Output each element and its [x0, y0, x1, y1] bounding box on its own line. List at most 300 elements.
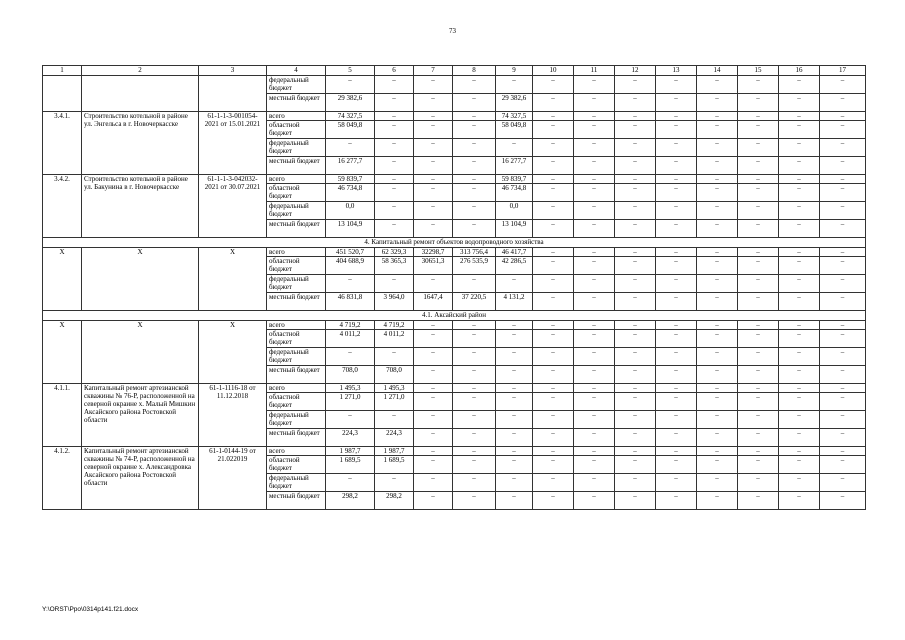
value-cell: – — [453, 447, 496, 456]
value-cell: – — [779, 293, 820, 311]
budget-type: всего — [267, 175, 326, 184]
value-cell: – — [615, 366, 656, 384]
value-cell: – — [738, 492, 779, 510]
value-cell: 4 131,2 — [496, 293, 533, 311]
value-cell: – — [738, 348, 779, 366]
value-cell: – — [375, 157, 414, 175]
value-cell: – — [414, 202, 453, 220]
value-cell: – — [414, 429, 453, 447]
value-cell: – — [615, 248, 656, 257]
value-cell: – — [656, 447, 697, 456]
column-header: 7 — [414, 66, 453, 76]
value-cell: – — [656, 248, 697, 257]
value-cell: 224,3 — [375, 429, 414, 447]
budget-type: областной бюджет — [267, 257, 326, 275]
value-cell: – — [615, 293, 656, 311]
value-cell: – — [533, 447, 574, 456]
budget-type: всего — [267, 321, 326, 330]
value-cell: – — [656, 366, 697, 384]
value-cell: – — [820, 348, 866, 366]
value-cell: 224,3 — [326, 429, 375, 447]
value-cell: – — [326, 474, 375, 492]
value-cell: – — [574, 202, 615, 220]
value-cell: – — [697, 275, 738, 293]
value-cell: – — [697, 202, 738, 220]
value-cell: 1 689,5 — [326, 456, 375, 474]
value-cell: 1 271,0 — [375, 393, 414, 411]
budget-type: федеральный бюджет — [267, 348, 326, 366]
item-name: X — [82, 248, 199, 311]
value-cell: – — [656, 492, 697, 510]
value-cell: – — [615, 202, 656, 220]
value-cell: – — [414, 220, 453, 238]
value-cell: – — [738, 393, 779, 411]
value-cell: – — [820, 157, 866, 175]
value-cell: – — [738, 474, 779, 492]
value-cell: 37 220,5 — [453, 293, 496, 311]
value-cell: 276 535,9 — [453, 257, 496, 275]
value-cell: – — [326, 76, 375, 94]
value-cell: – — [697, 139, 738, 157]
budget-type: областной бюджет — [267, 121, 326, 139]
value-cell: – — [453, 393, 496, 411]
column-header: 16 — [779, 66, 820, 76]
value-cell: 313 756,4 — [453, 248, 496, 257]
value-cell: – — [414, 94, 453, 112]
value-cell: – — [738, 293, 779, 311]
budget-type: областной бюджет — [267, 393, 326, 411]
value-cell: 1 987,7 — [375, 447, 414, 456]
value-cell: – — [496, 139, 533, 157]
item-number — [43, 76, 82, 112]
value-cell: – — [453, 76, 496, 94]
value-cell: – — [779, 121, 820, 139]
table-row — [43, 447, 866, 456]
item-code — [199, 76, 267, 112]
value-cell: – — [656, 321, 697, 330]
column-header: 11 — [574, 66, 615, 76]
value-cell: – — [779, 76, 820, 94]
value-cell: – — [375, 175, 414, 184]
value-cell: – — [738, 366, 779, 384]
value-cell: – — [697, 157, 738, 175]
value-cell: – — [453, 411, 496, 429]
value-cell: – — [779, 456, 820, 474]
item-number: 3.4.1. — [43, 112, 82, 175]
value-cell: – — [375, 94, 414, 112]
section-title: 4. Капитальный ремонт объектов водопроводного хозяйства — [43, 238, 866, 248]
budget-type: федеральный бюджет — [267, 275, 326, 293]
value-cell: – — [496, 411, 533, 429]
value-cell: – — [820, 275, 866, 293]
value-cell: – — [533, 121, 574, 139]
value-cell: 708,0 — [326, 366, 375, 384]
value-cell: – — [820, 330, 866, 348]
value-cell: – — [414, 112, 453, 121]
value-cell: – — [453, 139, 496, 157]
value-cell: – — [656, 139, 697, 157]
value-cell: – — [414, 384, 453, 393]
value-cell: – — [615, 257, 656, 275]
value-cell: – — [615, 121, 656, 139]
value-cell: 4 719,2 — [375, 321, 414, 330]
value-cell: – — [574, 447, 615, 456]
value-cell: – — [414, 447, 453, 456]
value-cell: – — [533, 175, 574, 184]
item-number: X — [43, 321, 82, 384]
value-cell: – — [414, 330, 453, 348]
value-cell: – — [615, 94, 656, 112]
value-cell: – — [656, 348, 697, 366]
column-header: 4 — [267, 66, 326, 76]
value-cell: – — [738, 157, 779, 175]
value-cell: – — [453, 321, 496, 330]
value-cell: – — [453, 330, 496, 348]
value-cell: – — [779, 366, 820, 384]
value-cell: – — [496, 393, 533, 411]
value-cell: – — [375, 202, 414, 220]
value-cell: – — [820, 384, 866, 393]
value-cell: – — [820, 139, 866, 157]
table-row — [43, 76, 866, 94]
value-cell: – — [779, 112, 820, 121]
value-cell: – — [697, 121, 738, 139]
value-cell: – — [574, 492, 615, 510]
value-cell: – — [414, 184, 453, 202]
value-cell: 46 417,7 — [496, 248, 533, 257]
value-cell: 404 688,9 — [326, 257, 375, 275]
value-cell: 58 365,3 — [375, 257, 414, 275]
value-cell: – — [574, 411, 615, 429]
value-cell: – — [697, 76, 738, 94]
value-cell: – — [820, 492, 866, 510]
value-cell: – — [738, 112, 779, 121]
value-cell: – — [574, 321, 615, 330]
value-cell: – — [533, 275, 574, 293]
value-cell: – — [738, 429, 779, 447]
column-header: 12 — [615, 66, 656, 76]
column-header: 9 — [496, 66, 533, 76]
value-cell: 1 271,0 — [326, 393, 375, 411]
value-cell: 298,2 — [326, 492, 375, 510]
item-number: X — [43, 248, 82, 311]
value-cell: – — [574, 348, 615, 366]
item-number: 4.1.1. — [43, 384, 82, 447]
value-cell: – — [414, 474, 453, 492]
value-cell: – — [656, 384, 697, 393]
value-cell: – — [779, 157, 820, 175]
value-cell: – — [820, 411, 866, 429]
value-cell: – — [820, 257, 866, 275]
value-cell: – — [656, 474, 697, 492]
value-cell: 4 011,2 — [375, 330, 414, 348]
value-cell: – — [697, 474, 738, 492]
value-cell: – — [779, 447, 820, 456]
value-cell: – — [738, 220, 779, 238]
value-cell: – — [326, 411, 375, 429]
value-cell: – — [453, 456, 496, 474]
value-cell: – — [574, 112, 615, 121]
value-cell: – — [697, 321, 738, 330]
value-cell: – — [533, 474, 574, 492]
section-title: 4.1. Аксайский район — [43, 311, 866, 321]
value-cell: – — [779, 220, 820, 238]
value-cell: – — [574, 384, 615, 393]
column-header: 10 — [533, 66, 574, 76]
value-cell: – — [453, 202, 496, 220]
value-cell: – — [574, 139, 615, 157]
value-cell: 29 382,6 — [496, 94, 533, 112]
value-cell: – — [414, 139, 453, 157]
value-cell: – — [697, 348, 738, 366]
value-cell: 0,0 — [496, 202, 533, 220]
column-header: 6 — [375, 66, 414, 76]
value-cell: – — [738, 202, 779, 220]
value-cell: – — [453, 157, 496, 175]
value-cell: – — [533, 248, 574, 257]
value-cell: – — [414, 121, 453, 139]
value-cell: – — [574, 248, 615, 257]
column-header: 3 — [199, 66, 267, 76]
budget-type: всего — [267, 112, 326, 121]
value-cell: – — [615, 330, 656, 348]
value-cell: – — [738, 321, 779, 330]
value-cell: 3 964,0 — [375, 293, 414, 311]
value-cell: – — [326, 275, 375, 293]
value-cell: 0,0 — [326, 202, 375, 220]
value-cell: – — [496, 456, 533, 474]
value-cell: – — [779, 275, 820, 293]
value-cell: 1647,4 — [414, 293, 453, 311]
value-cell: – — [779, 411, 820, 429]
column-header: 1 — [43, 66, 82, 76]
table-row — [43, 384, 866, 393]
value-cell: 30651,3 — [414, 257, 453, 275]
value-cell: – — [496, 330, 533, 348]
value-cell: – — [738, 248, 779, 257]
value-cell: – — [533, 112, 574, 121]
value-cell: – — [574, 366, 615, 384]
value-cell: – — [574, 76, 615, 94]
value-cell: – — [779, 321, 820, 330]
value-cell: – — [453, 220, 496, 238]
value-cell: 13 104,9 — [326, 220, 375, 238]
value-cell: – — [574, 257, 615, 275]
value-cell: – — [453, 275, 496, 293]
value-cell: – — [533, 321, 574, 330]
value-cell: – — [738, 121, 779, 139]
value-cell: – — [533, 384, 574, 393]
value-cell: – — [656, 220, 697, 238]
item-code: 61-1-0144-19 от 21.022019 — [199, 447, 267, 510]
value-cell: – — [453, 366, 496, 384]
value-cell: – — [615, 393, 656, 411]
value-cell: – — [496, 492, 533, 510]
value-cell: – — [453, 492, 496, 510]
value-cell: – — [820, 456, 866, 474]
value-cell: – — [533, 330, 574, 348]
value-cell: – — [375, 139, 414, 157]
header-row — [43, 66, 866, 76]
table-body — [43, 66, 866, 510]
value-cell: – — [574, 456, 615, 474]
value-cell: – — [615, 76, 656, 94]
section-row — [43, 311, 866, 321]
value-cell: – — [574, 275, 615, 293]
value-cell: – — [496, 366, 533, 384]
value-cell: – — [326, 348, 375, 366]
budget-type: федеральный бюджет — [267, 202, 326, 220]
value-cell: – — [779, 384, 820, 393]
value-cell: – — [656, 393, 697, 411]
value-cell: – — [820, 474, 866, 492]
value-cell: – — [697, 220, 738, 238]
value-cell: – — [656, 76, 697, 94]
value-cell: – — [738, 76, 779, 94]
value-cell: – — [453, 474, 496, 492]
value-cell: – — [738, 257, 779, 275]
value-cell: – — [656, 184, 697, 202]
value-cell: – — [375, 112, 414, 121]
item-code: X — [199, 321, 267, 384]
value-cell: – — [779, 474, 820, 492]
value-cell: – — [779, 248, 820, 257]
value-cell: – — [738, 94, 779, 112]
value-cell: – — [779, 492, 820, 510]
value-cell: – — [738, 411, 779, 429]
item-name: Капитальный ремонт артезианской скважины № 74-Р, расположенной на северной окраине х. Александровка Аксайского района Ростовской области — [82, 447, 199, 510]
value-cell: – — [697, 248, 738, 257]
value-cell: – — [820, 321, 866, 330]
value-cell: – — [533, 184, 574, 202]
budget-type: областной бюджет — [267, 456, 326, 474]
value-cell: – — [779, 393, 820, 411]
value-cell: 1 987,7 — [326, 447, 375, 456]
value-cell: 46 734,8 — [496, 184, 533, 202]
value-cell: 708,0 — [375, 366, 414, 384]
value-cell: – — [375, 411, 414, 429]
value-cell: – — [779, 348, 820, 366]
value-cell: – — [496, 275, 533, 293]
value-cell: – — [496, 384, 533, 393]
value-cell: – — [697, 447, 738, 456]
budget-type: всего — [267, 248, 326, 257]
value-cell: 58 049,8 — [496, 121, 533, 139]
value-cell: – — [533, 348, 574, 366]
item-name — [82, 76, 199, 112]
value-cell: 74 327,5 — [496, 112, 533, 121]
value-cell: – — [533, 411, 574, 429]
value-cell: – — [533, 157, 574, 175]
value-cell: – — [656, 94, 697, 112]
value-cell: 42 286,5 — [496, 257, 533, 275]
value-cell: – — [615, 220, 656, 238]
value-cell: – — [574, 121, 615, 139]
value-cell: – — [533, 139, 574, 157]
value-cell: – — [697, 411, 738, 429]
item-code: 61-1-1-3-001054-2021 от 15.01.2021 — [199, 112, 267, 175]
value-cell: – — [414, 411, 453, 429]
value-cell: 59 839,7 — [496, 175, 533, 184]
value-cell: – — [414, 76, 453, 94]
value-cell: – — [738, 175, 779, 184]
value-cell: – — [779, 139, 820, 157]
value-cell: – — [697, 293, 738, 311]
value-cell: 1 495,3 — [326, 384, 375, 393]
value-cell: – — [496, 429, 533, 447]
budget-type: федеральный бюджет — [267, 139, 326, 157]
page-number: 73 — [449, 27, 456, 35]
value-cell: – — [414, 366, 453, 384]
budget-type: местный бюджет — [267, 429, 326, 447]
value-cell: – — [820, 94, 866, 112]
value-cell: – — [820, 175, 866, 184]
budget-type: местный бюджет — [267, 94, 326, 112]
item-name: Строительство котельной в районе ул. Бакунина в г. Новочеркасске — [82, 175, 199, 238]
budget-type: всего — [267, 447, 326, 456]
value-cell: – — [496, 447, 533, 456]
value-cell: – — [738, 447, 779, 456]
value-cell: – — [656, 429, 697, 447]
item-name: X — [82, 321, 199, 384]
value-cell: – — [820, 393, 866, 411]
item-code: 61-1-1116-18 от 11.12.2018 — [199, 384, 267, 447]
value-cell: 46 734,8 — [326, 184, 375, 202]
value-cell: – — [533, 202, 574, 220]
value-cell: – — [820, 366, 866, 384]
column-header: 14 — [697, 66, 738, 76]
item-name: Строительство котельной в районе ул. Энгельса в г. Новочеркасске — [82, 112, 199, 175]
item-number: 3.4.2. — [43, 175, 82, 238]
table-row — [43, 248, 866, 257]
value-cell: – — [820, 447, 866, 456]
value-cell: – — [615, 456, 656, 474]
table-row — [43, 175, 866, 184]
value-cell: – — [656, 202, 697, 220]
value-cell: – — [656, 330, 697, 348]
value-cell: – — [496, 321, 533, 330]
value-cell: – — [738, 275, 779, 293]
section-row — [43, 238, 866, 248]
budget-type: местный бюджет — [267, 220, 326, 238]
budget-type: местный бюджет — [267, 492, 326, 510]
budget-type: местный бюджет — [267, 157, 326, 175]
value-cell: – — [820, 76, 866, 94]
value-cell: – — [375, 220, 414, 238]
value-cell: – — [779, 330, 820, 348]
value-cell: – — [496, 348, 533, 366]
value-cell: 451 520,7 — [326, 248, 375, 257]
value-cell: – — [738, 456, 779, 474]
footer-path: Y:\ORST\Ppo\0314p141.f21.docx — [42, 606, 139, 613]
value-cell: 16 277,7 — [326, 157, 375, 175]
value-cell: – — [533, 366, 574, 384]
budget-type: федеральный бюджет — [267, 411, 326, 429]
value-cell: – — [375, 121, 414, 139]
column-header: 5 — [326, 66, 375, 76]
value-cell: – — [697, 393, 738, 411]
value-cell: 58 049,8 — [326, 121, 375, 139]
value-cell: – — [615, 492, 656, 510]
budget-type: местный бюджет — [267, 366, 326, 384]
budget-type: федеральный бюджет — [267, 76, 326, 94]
value-cell: 74 327,5 — [326, 112, 375, 121]
value-cell: – — [453, 429, 496, 447]
value-cell: – — [820, 220, 866, 238]
column-header: 17 — [820, 66, 866, 76]
value-cell: – — [697, 330, 738, 348]
value-cell: – — [453, 384, 496, 393]
